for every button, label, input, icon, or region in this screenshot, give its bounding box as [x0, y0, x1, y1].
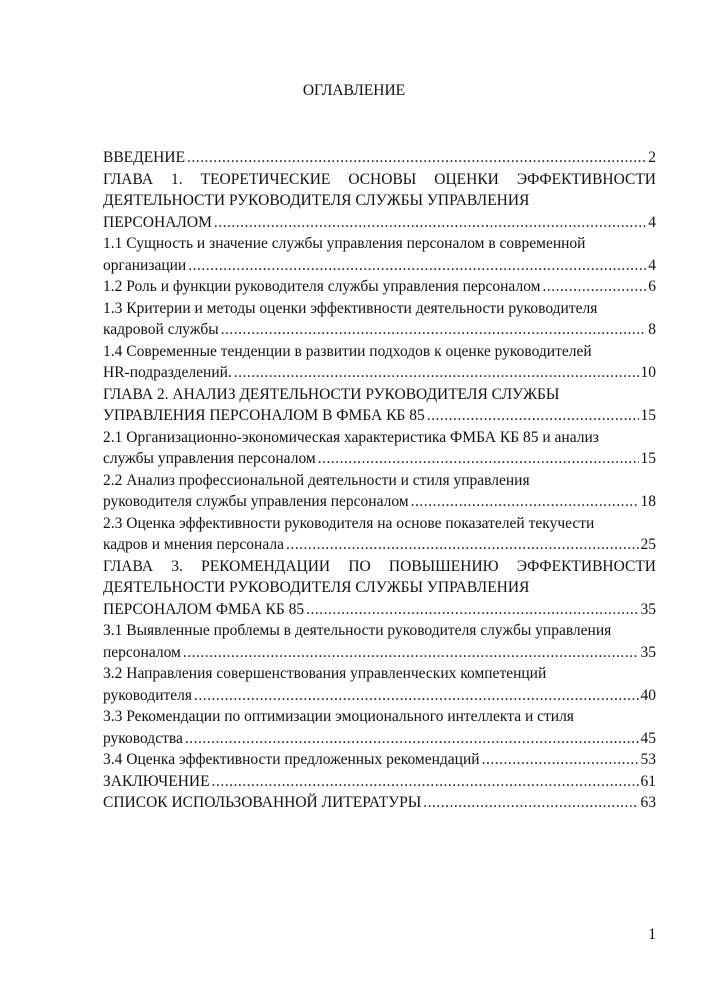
toc-entry-title: 1.4 Современные тенденции в развитии подходов к оценке руководителей: [103, 342, 592, 360]
leader-dots: [188, 255, 646, 277]
toc-entry-title: ВВЕДЕНИЕ: [103, 149, 186, 166]
page-number: 1: [648, 926, 656, 943]
toc-entry-title-end: HR-подразделений.: [103, 364, 232, 381]
toc-entry-intro[interactable]: [103, 147, 656, 169]
toc-entry-title-end: службы управления персоналом: [103, 450, 316, 467]
toc-entry-3-2[interactable]: [103, 663, 656, 706]
toc-entry-page: 2: [648, 149, 656, 166]
toc-entry-title-end: УПРАВЛЕНИЯ ПЕРСОНАЛОМ В ФМБА КБ 85: [103, 407, 425, 424]
leader-dots: [214, 212, 646, 234]
leader-dots: [286, 534, 639, 556]
toc-entry-page: 45: [640, 729, 656, 747]
toc-entry-title: 3.2 Направления совершенствования управленческих компетенций: [103, 665, 547, 682]
toc-entry-page: 15: [640, 407, 656, 424]
toc-entry-2-2[interactable]: [103, 470, 656, 513]
toc-entry-page: 40: [640, 686, 656, 704]
toc-entry-page: 15: [640, 450, 656, 467]
toc-entry-title: ЗАКЛЮЧЕНИЕ: [103, 772, 210, 790]
toc-entry-chapter-3[interactable]: [103, 556, 656, 621]
leader-dots: [183, 642, 639, 664]
toc-entry-title: 1.2 Роль и функции руководителя службы управления персоналом: [103, 278, 541, 295]
toc-entry-title-end: ПЕРСОНАЛОМ: [103, 213, 212, 231]
toc-entry-title: 2.3 Оценка эффективности руководителя на основе показателей текучести: [103, 514, 595, 532]
toc-entry-1-2[interactable]: [103, 276, 656, 298]
toc-entry-title: 2.1 Организационно-экономическая характеристика ФМБА КБ 85 и анализ: [103, 428, 599, 446]
toc-entry-references[interactable]: [103, 792, 656, 814]
toc-entry-title-end: кадровой службы: [103, 321, 219, 338]
toc-entry-page: 53: [640, 751, 656, 768]
toc-entry-page: 35: [640, 643, 656, 661]
leader-dots: [306, 599, 638, 621]
toc-entry-title: 3.3 Рекомендации по оптимизации эмоционального интеллекта и стиля: [103, 708, 574, 725]
page-title: ОГЛАВЛЕНИЕ: [302, 82, 406, 99]
toc-entry-page: 4: [648, 213, 656, 231]
toc-entry-title-end: кадров и мнения персонала: [103, 536, 284, 553]
toc-entry-title-end: руководителя: [103, 686, 193, 704]
toc-entry-title: 3.4 Оценка эффективности предложенных рекомендаций: [103, 751, 480, 768]
toc-entry-page: 25: [640, 536, 656, 553]
toc-entry-1-3[interactable]: [103, 298, 656, 341]
leader-dots: [187, 147, 646, 169]
toc-entry-page: 6: [648, 278, 656, 295]
toc-entry-title-end: ПЕРСОНАЛОМ ФМБА КБ 85: [103, 600, 305, 618]
toc-entry-title: 1.3 Критерии и методы оценки эффективности деятельности руководителя: [103, 299, 598, 317]
toc-entry-chapter-1[interactable]: [103, 169, 656, 234]
toc-entry-page: 4: [648, 256, 656, 274]
toc-entry-title: 1.1 Сущность и значение службы управления персоналом в современной: [103, 235, 586, 252]
leader-dots: [411, 491, 639, 513]
toc-entry-title: 3.1 Выявленные проблемы в деятельности руководителя службы управления: [103, 622, 612, 639]
toc-entry-title: СПИСОК ИСПОЛЬЗОВАННОЙ ЛИТЕРАТУРЫ: [103, 794, 422, 811]
toc-entry-title-end: организации: [103, 256, 187, 274]
toc-entry-2-3[interactable]: [103, 513, 656, 556]
table-of-contents: [103, 147, 656, 814]
leader-dots: [212, 771, 639, 793]
toc-entry-3-4[interactable]: [103, 749, 656, 771]
leader-dots: [427, 405, 639, 427]
toc-entry-conclusion[interactable]: [103, 771, 656, 793]
toc-entry-2-1[interactable]: [103, 427, 656, 470]
toc-entry-chapter-2[interactable]: [103, 384, 656, 427]
toc-entry-page: 8: [648, 321, 656, 338]
toc-entry-title: ГЛАВА 3. РЕКОМЕНДАЦИИ ПО ПОВЫШЕНИЮ ЭФФЕКТИВНОСТИ ДЕЯТЕЛЬНОСТИ РУКОВОДИТЕЛЯ СЛУЖБЫ УПРАВЛЕНИЯ: [103, 557, 656, 596]
toc-entry-title-end: персоналом: [103, 643, 181, 661]
toc-entry-3-1[interactable]: [103, 620, 656, 663]
toc-entry-page: 63: [640, 794, 656, 811]
toc-entry-title-end: руководителя службы управления персоналом: [103, 493, 409, 510]
toc-entry-1-4[interactable]: [103, 341, 656, 384]
toc-entry-page: 18: [640, 493, 656, 510]
toc-entry-title: ГЛАВА 2. АНАЛИЗ ДЕЯТЕЛЬНОСТИ РУКОВОДИТЕЛЯ СЛУЖБЫ: [103, 385, 560, 403]
leader-dots: [318, 448, 639, 470]
toc-entry-title: ГЛАВА 1. ТЕОРЕТИЧЕСКИЕ ОСНОВЫ ОЦЕНКИ ЭФФЕКТИВНОСТИ ДЕЯТЕЛЬНОСТИ РУКОВОДИТЕЛЯ СЛУЖБЫ УПРАВЛЕНИЯ: [103, 170, 656, 209]
toc-entry-page: 35: [640, 600, 656, 618]
toc-entry-1-1[interactable]: [103, 233, 656, 276]
leader-dots: [542, 276, 646, 298]
toc-entry-3-3[interactable]: [103, 706, 656, 749]
leader-dots: [194, 685, 638, 707]
leader-dots: [482, 749, 639, 771]
toc-entry-title: 2.2 Анализ профессиональной деятельности и стиля управления: [103, 471, 530, 489]
leader-dots: [423, 792, 638, 814]
toc-entry-page: 61: [640, 772, 656, 790]
leader-dots: [221, 319, 647, 341]
toc-entry-page: 10: [640, 364, 656, 381]
toc-entry-title-end: руководства: [103, 729, 183, 747]
leader-dots: [234, 362, 639, 384]
leader-dots: [185, 728, 639, 750]
